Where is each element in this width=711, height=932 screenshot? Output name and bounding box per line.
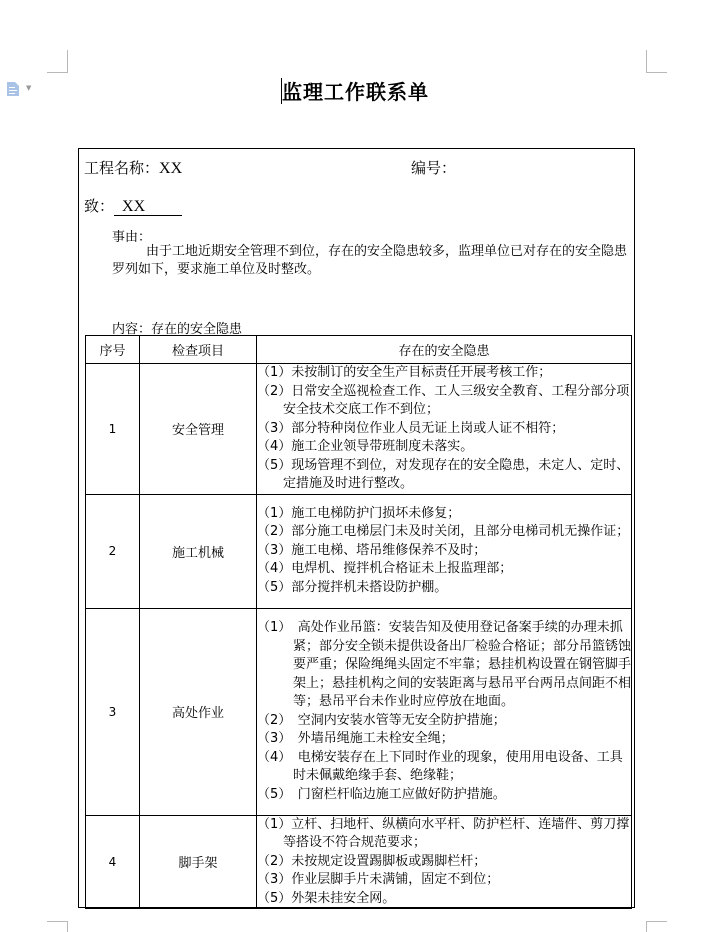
page-corner-mark-top-left — [47, 50, 68, 73]
recipient-field[interactable] — [84, 195, 182, 216]
number-field[interactable] — [411, 157, 456, 178]
row-hazards — [257, 364, 632, 495]
row-category: 高处作业 — [140, 608, 257, 815]
table-header-row — [86, 336, 632, 364]
project-name-label: 工程名称： — [84, 159, 160, 177]
table-row — [86, 608, 632, 815]
hazard-item: （5）现场管理不到位，对发现存在的安全隐患，未定人、定时、定措施及时进行整改。 — [257, 457, 630, 491]
row-number: 1 — [86, 364, 140, 495]
hazard-item: （4）电焊机、搅拌机合格证未上报监理部； — [257, 561, 513, 577]
content-label: 内容：存在的安全隐患 — [112, 322, 243, 337]
recipient-label: 致： — [84, 197, 115, 215]
hazard-item: （4）施工企业领导带班制度未落实。 — [257, 439, 474, 454]
hazard-item: （5）部分搅拌机未搭设防护棚。 — [257, 579, 448, 595]
header-safety-hazards: 存在的安全隐患 — [257, 336, 632, 364]
hazard-item: （2）日常安全巡视检查工作、工人三级安全教育、工程分部分项安全技术交底工作不到位； — [257, 383, 630, 417]
table-row — [86, 815, 632, 909]
table-row — [86, 364, 632, 495]
recipient-value[interactable]: XX — [114, 198, 182, 216]
hazard-item: （3）施工电梯、塔吊维修保养不及时； — [257, 542, 487, 558]
hazard-item: （3） 外墙吊绳施工未栓安全绳； — [257, 731, 454, 746]
reason-label: 事由： — [112, 230, 152, 245]
row-hazards — [257, 494, 632, 608]
hazard-item: （1） 高处作业吊篮：安装告知及使用登记备案手续的办理未抓紧；部分安全锁未提供设备出厂检验合格证；部分吊篮锈蚀要严重；保险绳绳头固定不牢靠；悬挂机构设置在钢管脚手架上；悬挂机构之间的安装距离与悬吊平台两吊点间距不相等；悬吊平台未作业时应停放在地面。 — [257, 620, 632, 709]
page-corner-mark-top-right — [646, 50, 667, 73]
row-number: 4 — [86, 815, 140, 909]
row-category: 脚手架 — [140, 815, 257, 909]
number-label: 编号： — [411, 159, 457, 177]
row-number: 2 — [86, 494, 140, 608]
hazard-item: （1）施工电梯防护门损坏未修复； — [257, 505, 461, 521]
project-name-value[interactable]: XX — [159, 160, 183, 177]
hazard-item: （2）未按规定设置踢脚板或踢脚栏杆； — [257, 853, 487, 869]
hazard-item: （5）外架未挂安全网。 — [257, 890, 396, 906]
hazard-item: （2）部分施工电梯层门未及时关闭，且部分电梯司机无操作证； — [257, 524, 630, 540]
hazard-item: （3）部分特种岗位作业人员无证上岗或人证不相符； — [257, 420, 565, 436]
hazard-item: （5） 门窗栏杆临边施工应做好防护措施。 — [257, 786, 506, 802]
page-title[interactable]: 监理工作联系单 — [282, 80, 429, 104]
hazard-item: （3）作业层脚手片未满铺，固定不到位； — [257, 872, 500, 887]
row-hazards — [257, 608, 632, 815]
row-category: 安全管理 — [140, 364, 257, 495]
chevron-down-icon[interactable]: ▼ — [26, 84, 32, 92]
header-serial-number: 序号 — [86, 336, 140, 364]
project-name-field[interactable] — [84, 157, 182, 178]
reason-text[interactable]: 由于工地近期安全管理不到位，存在的安全隐患较多，监理单位已对存在的安全隐患罗列如下，要求施工单位及时整改。 — [112, 244, 628, 277]
row-category: 施工机械 — [140, 494, 257, 608]
hazard-item: （2） 空洞内安装水管等无安全防护措施； — [257, 712, 506, 728]
hazard-item: （1）未按制订的安全生产目标责任开展考核工作； — [257, 365, 552, 380]
safety-issues-table — [85, 335, 632, 909]
row-hazards — [257, 815, 632, 909]
row-number: 3 — [86, 608, 140, 815]
header-check-item: 检查项目 — [140, 336, 257, 364]
hazard-item: （4） 电梯安装存在上下同时作业的现象，使用用电设备、工具时未佩戴绝缘手套、绝缘鞋； — [257, 749, 623, 783]
hazard-item: （1）立杆、扫地杆、纵横向水平杆、防护栏杆、连墙件、剪刀撑等搭设不符合规范要求； — [257, 816, 630, 850]
table-row — [86, 494, 632, 608]
